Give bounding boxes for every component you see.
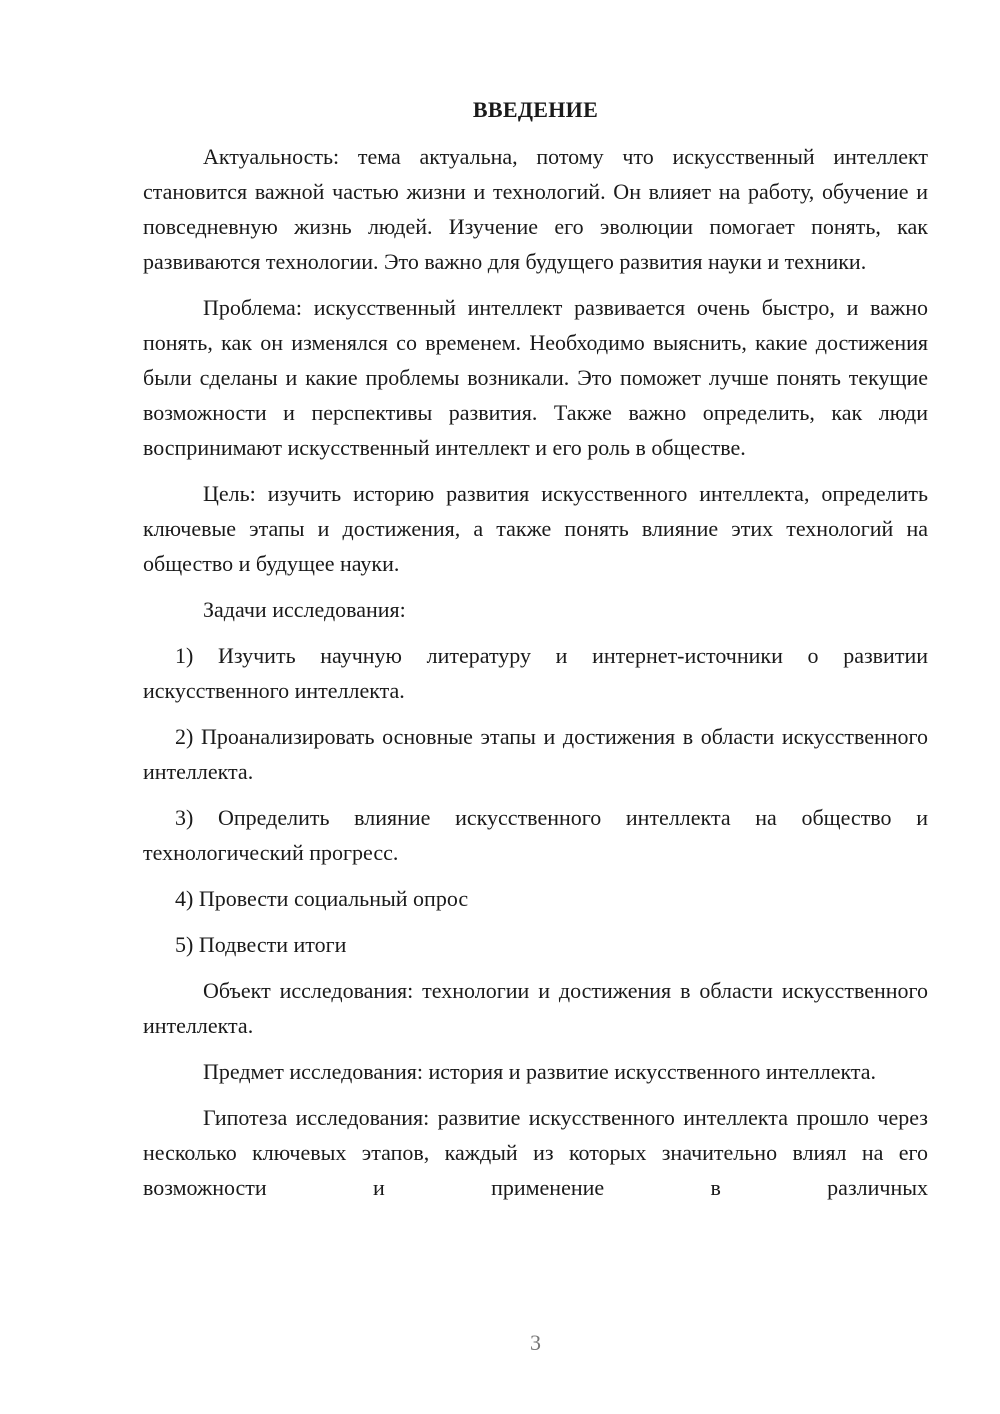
paragraph-hypothesis: Гипотеза исследования: развитие искусственного интеллекта прошло через несколько ключевых этапов, каждый из которых значительно влиял на его возможности и применение в различных <box>143 1105 928 1200</box>
tasks-heading: Задачи исследования: <box>203 597 406 622</box>
list-item: 1) Изучить научную литературу и интернет-источники о развитии искусственного интеллекта. <box>143 643 928 703</box>
paragraph-object: Объект исследования: технологии и достижения в области искусственного интеллекта. <box>143 978 928 1038</box>
list-item: 3) Определить влияние искусственного интеллекта на общество и технологический прогресс. <box>143 805 928 865</box>
list-item: 5) Подвести итоги <box>175 932 347 957</box>
tasks-list <box>143 638 928 962</box>
list-item: 2) Проанализировать основные этапы и достижения в области искусственного интеллекта. <box>143 724 928 784</box>
paragraph-goal: Цель: изучить историю развития искусственного интеллекта, определить ключевые этапы и достижения, а также понять влияние этих технологий на общество и будущее науки. <box>143 481 928 576</box>
page-number: 3 <box>530 1330 541 1355</box>
document-page <box>143 92 928 1216</box>
section-title: ВВЕДЕНИЕ <box>472 97 599 122</box>
paragraph-subject: Предмет исследования: история и развитие искусственного интеллекта. <box>203 1059 877 1084</box>
list-item: 4) Провести социальный опрос <box>175 886 469 911</box>
paragraph-relevance: Актуальность: тема актуальна, потому что искусственный интеллект становится важной частью жизни и технологий. Он влияет на работу, обучение и повседневную жизнь людей. Изучение его эволюции помогает понять, как развиваются технологии. Это важно для будущего развития науки и техники. <box>143 144 928 274</box>
paragraph-problem: Проблема: искусственный интеллект развивается очень быстро, и важно понять, как он изменялся со временем. Необходимо выяснить, какие достижения были сделаны и какие проблемы возникали. Это поможет лучше понять текущие возможности и перспективы развития. Также важно определить, как люди воспринимают искусственный интеллект и его роль в обществе. <box>143 295 928 460</box>
